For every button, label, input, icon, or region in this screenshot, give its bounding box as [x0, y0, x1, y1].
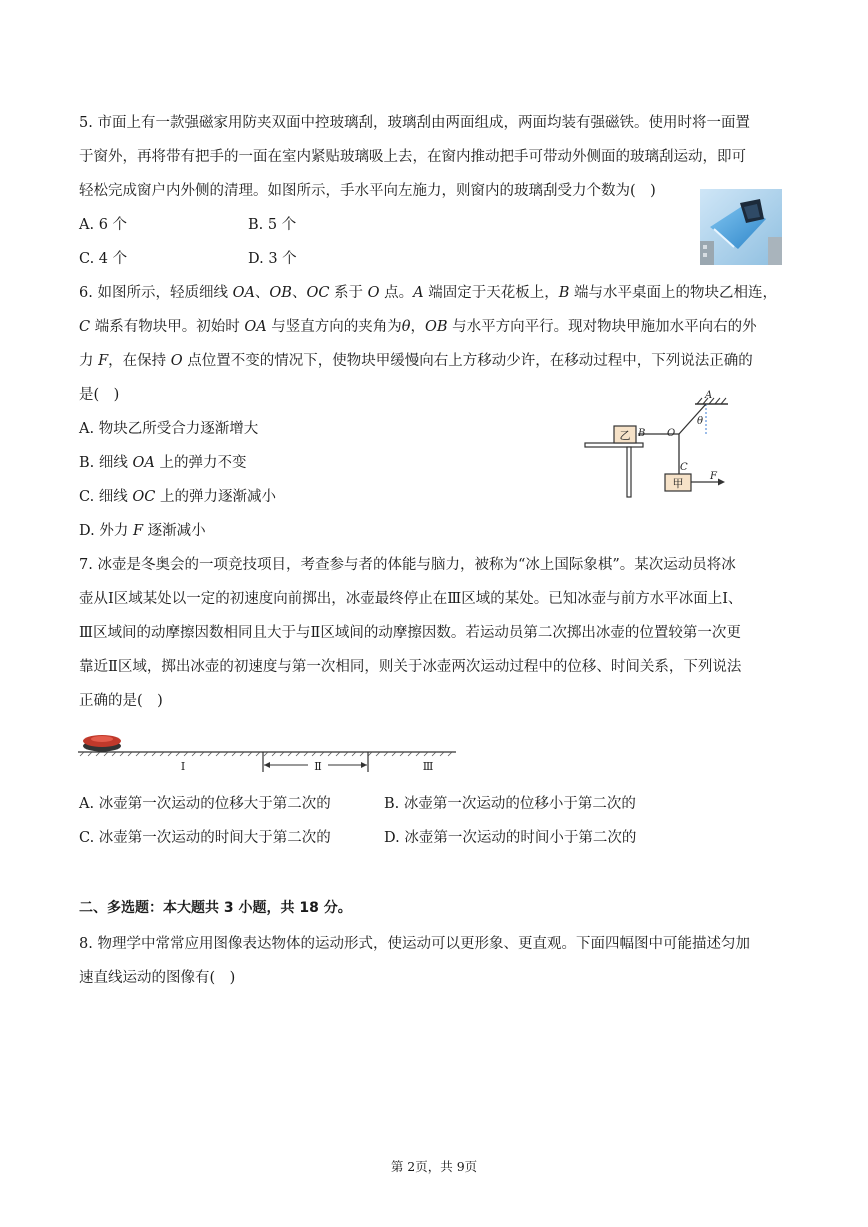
- q7-text-line4: 靠近Ⅱ区域，掷出冰壶的初速度与第一次相同，则关于冰壶两次运动过程中的位移、时间关系，下列说法: [79, 659, 742, 675]
- arrowhead-right: [361, 762, 367, 768]
- option-text: 上的弹力不变: [154, 455, 247, 471]
- q7-text-line3: Ⅲ区域间的动摩擦因数相同且大于与Ⅱ区域间的动摩擦因数。若运动员第二次掷出冰壶的位置较第一次更: [79, 625, 741, 641]
- q7-option-d: D. 冰壶第一次运动的时间小于第二次的: [384, 830, 637, 846]
- var-oa: OA: [132, 455, 155, 471]
- var-oa: OA: [244, 319, 267, 335]
- label-a: A: [705, 390, 713, 401]
- q7-text-line5: 正确的是( ): [79, 693, 163, 709]
- q6-text-line4: 是( ): [79, 387, 120, 403]
- q6-text: 端系有物块甲。初始时: [90, 319, 245, 335]
- q7-text-line1: 7. 冰壶是冬奥会的一项竞技项目，考查参与者的体能与脑力，被称为“冰上国际象棋”。某次运动员将冰: [79, 557, 736, 573]
- label-b: B: [638, 428, 646, 439]
- q6-text-line1: [79, 283, 777, 303]
- option-text: 逐渐减小: [143, 523, 206, 539]
- q7-option-b: B. 冰壶第一次运动的位移小于第二次的: [384, 796, 636, 812]
- q6-text: 力: [79, 353, 99, 369]
- q7-text-line2: 壶从Ⅰ区域某处以一定的初速度向前掷出，冰壶最终停止在Ⅲ区域的某处。已知冰壶与前方水平冰面上Ⅰ、: [79, 591, 743, 607]
- curling-stone-handle: [91, 736, 113, 742]
- region-i-label: Ⅰ: [180, 760, 186, 773]
- q6-option-d: [79, 521, 206, 541]
- q6-text: 点位置不变的情况下，使物块甲缓慢向右上方移动少许，在移动过程中，下列说法正确的: [182, 353, 753, 369]
- separator: 、: [291, 285, 307, 301]
- var-f: F: [132, 523, 143, 539]
- q7-curling-diagram: [78, 726, 458, 774]
- var-o: O: [170, 353, 183, 369]
- option-text: 上的弹力逐渐减小: [155, 489, 276, 505]
- option-text: D. 外力: [79, 523, 133, 539]
- page-number-footer: 第 2页，共 9页: [390, 1159, 478, 1174]
- label-c: C: [680, 462, 688, 473]
- q7-option-c: C. 冰壶第一次运动的时间大于第二次的: [79, 830, 331, 846]
- var-ob: OB: [269, 285, 292, 301]
- option-text: B. 细线: [79, 455, 133, 471]
- window-wiper-photo: [700, 189, 782, 265]
- q6-text: ，: [410, 319, 426, 335]
- label-f: F: [710, 471, 717, 482]
- var-oc: OC: [132, 489, 156, 505]
- separator: 、: [254, 285, 270, 301]
- q5-option-b: B. 5 个: [248, 217, 297, 233]
- region-iii-label: Ⅲ: [422, 760, 434, 773]
- q5-option-a: A. 6 个: [79, 217, 128, 233]
- q7-option-a: A. 冰壶第一次运动的位移大于第二次的: [79, 796, 331, 812]
- force-arrowhead: [718, 479, 725, 486]
- q6-text: 6. 如图所示，轻质细线: [79, 285, 233, 301]
- q6-text: 端固定于天花板上，: [423, 285, 559, 301]
- q6-text-line2: [79, 317, 757, 337]
- option-text: C. 细线: [79, 489, 133, 505]
- var-c: C: [79, 319, 91, 335]
- q6-option-c: [79, 487, 276, 507]
- q6-text: 系于: [329, 285, 368, 301]
- q6-option-a: A. 物块乙所受合力逐渐增大: [79, 421, 259, 437]
- var-f: F: [98, 353, 109, 369]
- q6-option-b: [79, 453, 246, 473]
- label-jia: 甲: [672, 477, 684, 490]
- section-heading-multiple-choice: 二、多选题：本大题共 3 小题，共 18 分。: [79, 900, 352, 916]
- q6-text-line3: [79, 351, 753, 371]
- arrowhead-left: [264, 762, 270, 768]
- var-o: O: [367, 285, 380, 301]
- q8-text-line2: 速直线运动的图像有( ): [79, 970, 236, 986]
- q6-text: 端与水平桌面上的物块乙相连，: [569, 285, 778, 301]
- label-theta: θ: [697, 416, 704, 427]
- q5-option-d: D. 3 个: [248, 251, 297, 267]
- table-top: [585, 443, 643, 447]
- q6-text: 点。: [379, 285, 414, 301]
- q6-text: 与水平方向平行。现对物块甲施加水平向右的外: [447, 319, 757, 335]
- q8-text-line1: 8. 物理学中常常应用图像表达物体的运动形式，使运动可以更形象、更直观。下面四幅图中可能描述匀加: [79, 936, 750, 952]
- q5-text-line1: 5. 市面上有一款强磁家用防夹双面中控玻璃刮，玻璃刮由两面组成，两面均装有强磁铁。使用时将一面置: [79, 115, 750, 131]
- var-ob: OB: [425, 319, 448, 335]
- var-theta: θ: [401, 319, 411, 335]
- var-oc: OC: [306, 285, 330, 301]
- var-oa: OA: [232, 285, 255, 301]
- q5-text-line2: 于窗外，再将带有把手的一面在室内紧贴玻璃吸上去，在窗内推动把手可带动外侧面的玻璃刮运动，即可: [79, 149, 746, 165]
- q6-text: 与竖直方向的夹角为: [266, 319, 402, 335]
- q5-option-c: C. 4 个: [79, 251, 128, 267]
- var-b: B: [558, 285, 570, 301]
- q6-string-diagram: [582, 388, 742, 500]
- label-yi: 乙: [619, 429, 631, 442]
- label-o: O: [667, 428, 676, 439]
- region-ii-label: Ⅱ: [314, 760, 322, 773]
- q5-text-line3: 轻松完成窗户内外侧的清理。如图所示，手水平向左施力，则窗内的玻璃刮受力个数为( ): [79, 183, 656, 199]
- table-leg: [627, 447, 631, 497]
- var-a: A: [413, 285, 424, 301]
- q6-text: ，在保持: [108, 353, 171, 369]
